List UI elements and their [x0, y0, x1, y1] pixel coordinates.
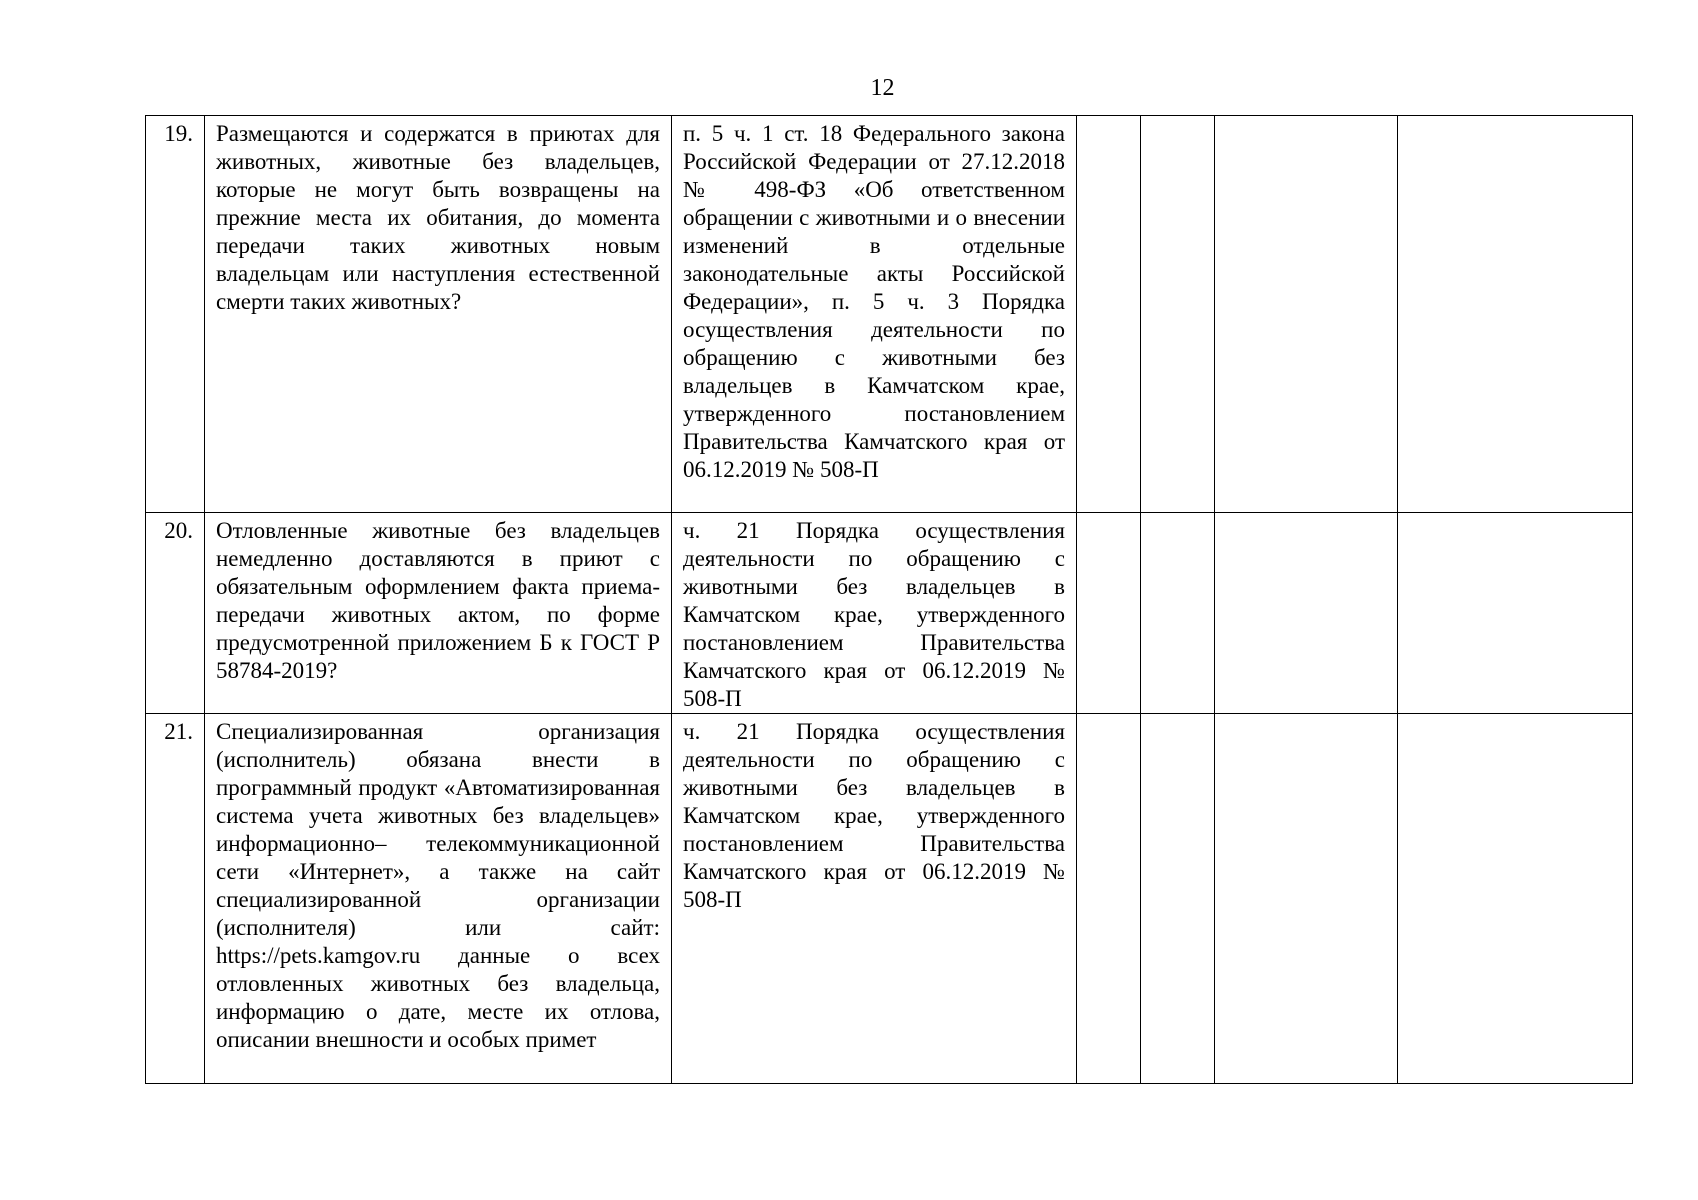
answer-not-applicable-cell	[1215, 513, 1398, 714]
answer-not-applicable-cell	[1215, 714, 1398, 1084]
legal-reference-cell: ч. 21 Порядка осуществления деятельности по обращению с животными без владельцев в Камчатском крае, утвержденного постановлением Правительства Камчатского края от 06.12.2019 № 508-П	[672, 714, 1077, 1084]
table-row	[146, 513, 1633, 714]
table-row	[146, 714, 1633, 1084]
question-cell: Размещаются и содержатся в приютах для животных, животные без владельцев, которые не могут быть возвращены на прежние места их обитания, до момента передачи таких животных новым владельцам или наступления естественной смерти таких животных?	[205, 116, 672, 513]
row-number: 19.	[146, 116, 205, 513]
question-cell: Отловленные животные без владельцев немедленно доставляются в приют с обязательным оформлением факта приема-передачи животных актом, по форме предусмотренной приложением Б к ГОСТ Р 58784-2019?	[205, 513, 672, 714]
answer-no-cell	[1141, 513, 1215, 714]
answer-no-cell	[1141, 714, 1215, 1084]
table-row	[146, 116, 1633, 513]
answer-yes-cell	[1077, 714, 1141, 1084]
answer-not-applicable-cell	[1215, 116, 1398, 513]
answer-no-cell	[1141, 116, 1215, 513]
note-cell	[1398, 116, 1633, 513]
legal-reference-cell: ч. 21 Порядка осуществления деятельности по обращению с животными без владельцев в Камчатском крае, утвержденного постановлением Правительства Камчатского края от 06.12.2019 № 508-П	[672, 513, 1077, 714]
legal-reference-cell: п. 5 ч. 1 ст. 18 Федерального закона Российской Федерации от 27.12.2018 № 498-ФЗ «Об ответственном обращении с животными и о внесении изменений в отдельные законодательные акты Российской Федерации», п. 5 ч. 3 Порядка осуществления деятельности по обращению с животными без владельцев в Камчатском крае, утвержденного постановлением Правительства Камчатского края от 06.12.2019 № 508-П	[672, 116, 1077, 513]
question-cell: Специализированная организация (исполнитель) обязана внести в программный продукт «Автоматизированная система учета животных без владельцев» информационно– телекоммуникационной сети «Интернет», а также на сайт специализированной организации (исполнителя) или сайт: https://pets.kamgov.ru данные о всех отловленных животных без владельца, информацию о дате, месте их отлова, описании внешности и особых примет	[205, 714, 672, 1084]
answer-yes-cell	[1077, 513, 1141, 714]
row-number: 21.	[146, 714, 205, 1084]
checklist-table	[145, 115, 1633, 1084]
answer-yes-cell	[1077, 116, 1141, 513]
note-cell	[1398, 714, 1633, 1084]
row-number: 20.	[146, 513, 205, 714]
note-cell	[1398, 513, 1633, 714]
page-number: 12	[870, 75, 895, 101]
